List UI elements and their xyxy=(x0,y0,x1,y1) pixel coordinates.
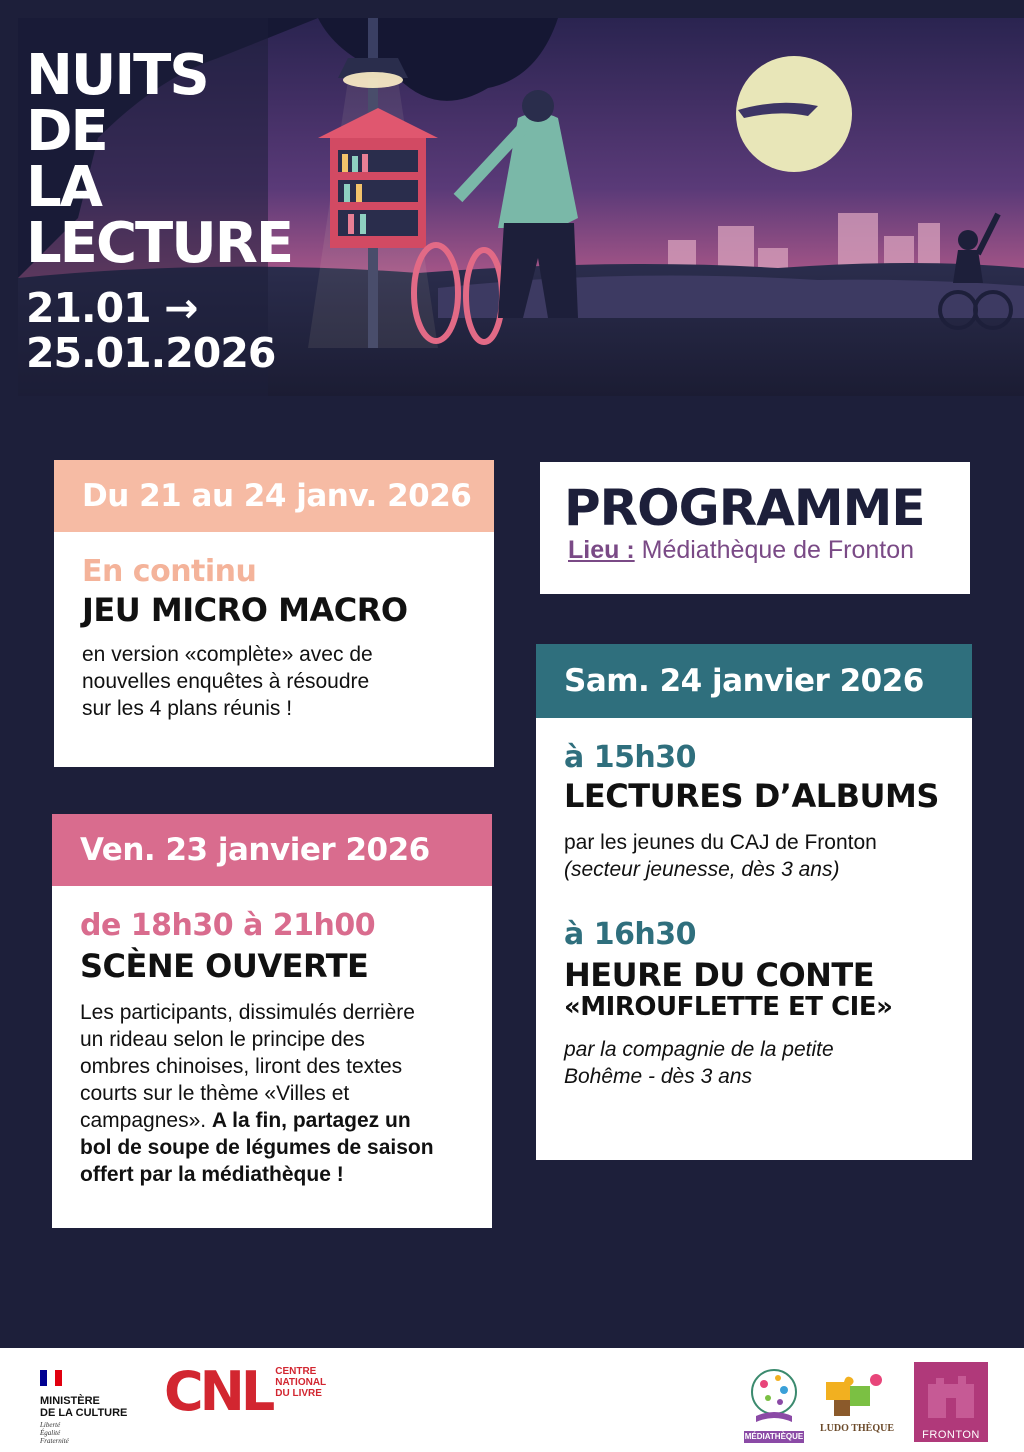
ministere-logo xyxy=(40,1370,150,1445)
cnl-line: CENTRE xyxy=(275,1366,317,1377)
event-card-jeu xyxy=(54,460,494,767)
event-card-samedi xyxy=(536,644,972,1160)
event-time: à 16h30 xyxy=(564,917,697,952)
programme-title: PROGRAMME xyxy=(564,479,925,537)
event-card-vendredi xyxy=(52,814,492,1228)
desc-line: un rideau selon le principe des xyxy=(80,1028,365,1051)
event-time: En continu xyxy=(82,554,257,589)
hero-banner xyxy=(18,18,1024,396)
cnl-letters: CNL xyxy=(164,1360,272,1423)
hero-title-line: LECTURE xyxy=(26,211,293,276)
event-subtitle: «MIROUFLETTE ET CIE» xyxy=(564,992,893,1022)
card-body xyxy=(52,908,492,1188)
desc-line: par la compagnie de la petite xyxy=(564,1038,834,1061)
event-title: LECTURES D’ALBUMS xyxy=(564,777,939,815)
ludotheque-puzzle-icon xyxy=(820,1368,894,1418)
desc-line: Bohême - dès 3 ans xyxy=(564,1065,752,1088)
desc-bold-text: A la fin, partagez un xyxy=(211,1109,411,1132)
desc-line xyxy=(80,1161,472,1188)
lieu-label: Lieu : xyxy=(568,536,635,564)
desc-line: courts sur le thème «Villes et xyxy=(80,1082,350,1105)
programme-card xyxy=(540,462,970,594)
card-header: Sam. 24 janvier 2026 xyxy=(536,644,972,718)
date-end: 25.01.2026 xyxy=(26,329,276,377)
mediatheque-label: MÉDIATHÈQUE xyxy=(744,1432,804,1441)
ministere-line: MINISTÈRE xyxy=(40,1395,100,1407)
fronton-logo xyxy=(914,1362,988,1442)
motto-line: Liberté xyxy=(40,1421,61,1429)
motto-line: Fraternité xyxy=(40,1437,69,1445)
ludotheque-logo xyxy=(820,1368,894,1440)
desc-line: (secteur jeunesse, dès 3 ans) xyxy=(564,858,840,881)
hero-title xyxy=(26,43,293,276)
hero-title-line: LA xyxy=(26,155,102,220)
desc-line xyxy=(80,1107,472,1134)
desc-line: Les participants, dissimulés derrière xyxy=(80,1001,415,1024)
fronton-label: FRONTON xyxy=(922,1429,980,1441)
event-time: de 18h30 à 21h00 xyxy=(80,908,376,943)
hero-title-line: DE xyxy=(26,99,107,164)
event-description xyxy=(564,1036,952,1090)
desc-bold-text: bol de soupe de légumes de saison xyxy=(80,1136,434,1159)
desc-line: par les jeunes du CAJ de Fronton xyxy=(564,831,877,854)
hero-dates xyxy=(26,286,275,376)
desc-line: sur les 4 plans réunis ! xyxy=(82,697,293,720)
desc-text: campagnes». xyxy=(80,1109,212,1132)
event-description xyxy=(80,999,472,1188)
desc-line: ombres chinoises, liront des textes xyxy=(80,1055,403,1078)
book-box xyxy=(318,108,438,248)
fronton-castle-icon xyxy=(914,1362,988,1424)
event-description xyxy=(564,829,952,883)
card-header: Ven. 23 janvier 2026 xyxy=(52,814,492,886)
motto-line: Égalité xyxy=(40,1429,61,1437)
card-body xyxy=(536,740,972,1090)
programme-lieu xyxy=(564,536,970,565)
cnl-logo xyxy=(164,1360,327,1442)
desc-line: en version «complète» avec de xyxy=(82,643,373,666)
marianne-icon xyxy=(40,1370,62,1386)
event-title: HEURE DU CONTE xyxy=(564,956,875,994)
ministere-line: DE LA CULTURE xyxy=(40,1407,128,1419)
mediatheque-logo xyxy=(744,1362,804,1442)
lieu-value: Médiathèque de Fronton xyxy=(634,536,915,564)
event-time: à 15h30 xyxy=(564,740,697,775)
ludotheque-label: LUDO THÈQUE xyxy=(820,1423,894,1434)
event-title: SCÈNE OUVERTE xyxy=(80,947,369,985)
event-title: JEU MICRO MACRO xyxy=(82,591,408,629)
desc-line: nouvelles enquêtes à résoudre xyxy=(82,670,370,693)
card-body xyxy=(54,554,494,722)
hero-title-line: NUITS xyxy=(26,43,208,108)
cnl-line: NATIONAL xyxy=(275,1377,327,1388)
cnl-line: DU LIVRE xyxy=(275,1388,322,1399)
desc-bold-text: offert par la médiathèque ! xyxy=(80,1163,344,1186)
date-start: 21.01 → xyxy=(26,284,198,332)
sponsor-footer xyxy=(0,1348,1024,1452)
card-header: Du 21 au 24 janv. 2026 xyxy=(54,460,494,532)
mediatheque-emblem-icon xyxy=(744,1362,804,1426)
event-description xyxy=(82,641,474,722)
desc-line xyxy=(80,1134,472,1161)
